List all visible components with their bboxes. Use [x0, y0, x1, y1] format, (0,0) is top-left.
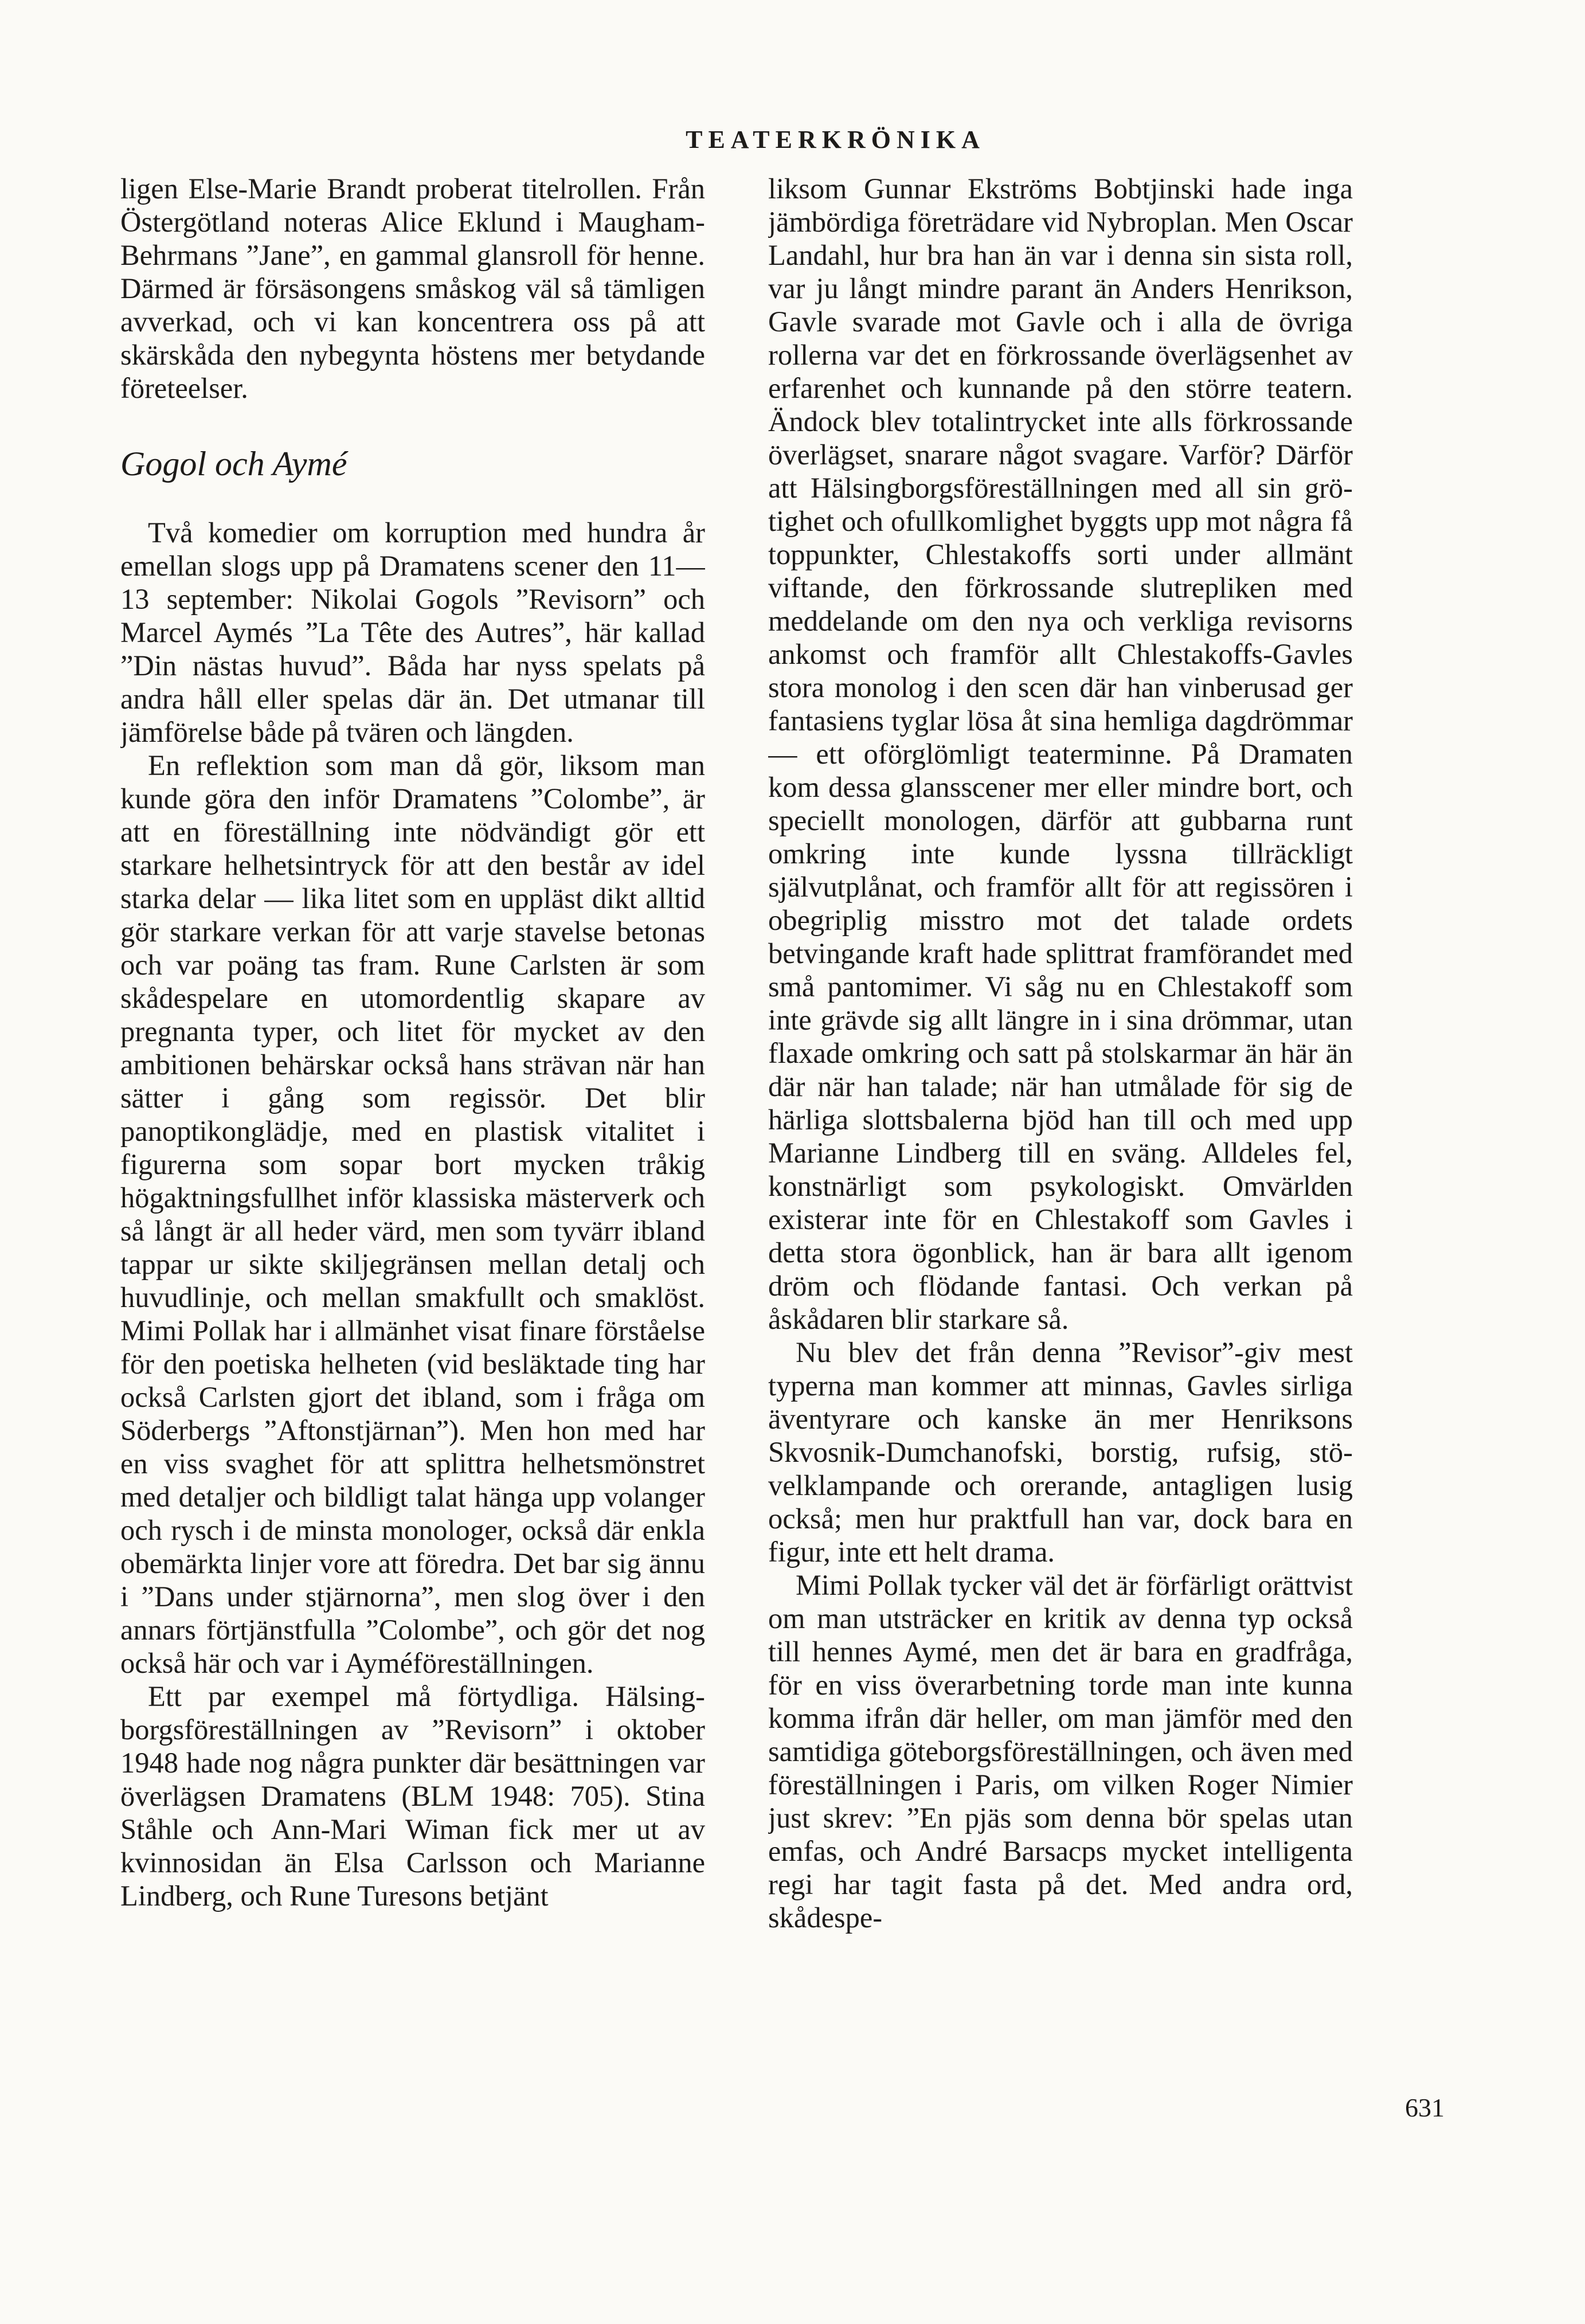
section-heading: Gogol och Aymé — [120, 445, 347, 483]
left-column — [120, 172, 705, 2064]
paragraph: Två komedier om korruption med hundra år emellan slogs upp på Dramatens scener den 11—13 september: Nikolai Gogols ”Revisorn” och Marcel Aymés ”La Tête des Autres”, här kallad ”Din nästas huvud”. Båda har nyss spelats på andra håll eller spelas där än. Det utmanar till jämförelse både på tvären och längden. — [120, 517, 705, 748]
paragraph: Ett par exempel må förtydliga. Hälsingborgsföreställningen av ”Revisorn” i oktober 1948 hade nog några punkter där besättningen var överlägsen Dramatens (BLM 1948: 705). Stina Ståhle och Ann-Mari Wiman fick mer ut av kvinnosidan än Elsa Carlsson och Marianne Lindberg, och Rune Turesons betjänt — [120, 1680, 705, 1912]
paragraph: En reflektion som man då gör, liksom man kunde göra den inför Dramatens ”Colombe”, är att en föreställning inte nödvändigt gör ett starkare helhetsintryck för att den består av idel starka delar — lika litet som en uppläst dikt alltid gör starkare verkan för att varje stavelse betonas och var poäng tas fram. Rune Carlsten är som skådespelare en utomordentlig skapare av pregnanta typer, och litet för mycket av den ambitionen behärskar också hans strävan när han sätter i gång som regissör. Det blir panoptikonglädje, med en plastisk vitalitet i figurerna som sopar bort mycken tråkig högaktningsfullhet inför klassiska mästerverk och så långt är all heder värd, men som tyvärr ibland tappar ur sikte skiljegränsen mellan detalj och huvudlinje, och mellan smakfullt och smaklöst. Mimi Pollak har i allmänhet visat finare förståelse för den poetiska helheten (vid besläktade ting har också Carlsten gjort det ibland, som i fråga om Söderbergs ”Aftonstjärnan”). Men hon med har en viss svaghet för att splittra helhetsmönstret med detaljer och bildligt talat hänga upp volanger och rysch i de minsta monologer, också där enkla obemärkta linjer vore att föredra. Det bar sig ännu i ”Dans under stjärnorna”, men slog över i den annars förtjänstfulla ”Colombe”, och gör det nog också här och var i Ayméföreställningen. — [120, 749, 705, 1679]
paragraph: Nu blev det från denna ”Revisor”-giv mest typerna man kommer att minnas, Gavles sirliga äventyrare och kanske än mer Henriksons Skvosnik-Dumchanofski, borstig, rufsig, stövelklampande och orerande, antagligen lusig också; men hur praktfull han var, dock bara en figur, inte ett helt drama. — [768, 1336, 1353, 1568]
running-head: TEATERKRÖNIKA — [686, 126, 985, 154]
paragraph: ligen Else-Marie Brandt proberat titelrollen. Från Östergötland noteras Alice Eklund i Maugham-Behrmans ”Jane”, en gammal glansroll för henne. Därmed är försäsongens småskog väl så tämligen avverkad, och vi kan koncentrera oss på att skärskåda den nybegynta höstens mer betydande företeelser. — [120, 173, 705, 404]
paragraph: liksom Gunnar Ekströms Bobtjinski hade inga jämbördiga företrädare vid Nybroplan. Men Oscar Landahl, hur bra han än var i denna sin sista roll, var ju långt mindre parant än Anders Henrikson, Gavle svarade mot Gavle och i alla de övriga rollerna var det en förkrossande överlägsenhet av erfarenhet och kunnande på den större teatern. Ändock blev totalintrycket inte alls förkrossande överlägset, snarare något svagare. Varför? Därför att Hälsingborgsföreställningen med all sin grötighet och ofullkomlighet byggts upp mot några få toppunkter, Chlestakoffs sorti under allmänt viftande, den förkrossande slutrepliken med meddelande om den nya och verkliga revisorns ankomst och framför allt Chlestakoffs-Gavles stora monolog i den scen där han vinberusad ger fantasiens tyglar lösa åt sina hemliga dagdrömmar — ett oförglömligt teaterminne. På Dramaten kom dessa glansscener mer eller mindre bort, och speciellt monologen, därför att gubbarna runt omkring inte kunde lyssna tillräckligt självutplånat, och framför allt för att regissören i obegriplig misstro mot det talade ordets betvingande kraft hade splittrat framförandet med små pantomimer. Vi såg nu en Chlestakoff som inte grävde sig allt längre in i sina drömmar, utan flaxade omkring och satt på stolskarmar än här än där när han talade; när han utmålade för sig de härliga slottsbalerna bjöd han till och med upp Marianne Lindberg till en sväng. Alldeles fel, konstnärligt som psykologiskt. Omvärlden existerar inte för en Chlestakoff som Gavles i detta stora ögonblick, han är bara allt igenom dröm och flödande fantasi. Och verkan på åskådaren blir starkare så. — [768, 173, 1353, 1335]
right-column — [768, 172, 1353, 2064]
page-number: 631 — [1405, 2093, 1445, 2122]
paragraph: Mimi Pollak tycker väl det är förfärligt orättvist om man utsträcker en kritik av denna typ också till hennes Aymé, men det är bara en gradfråga, för en viss överarbetning torde man inte kunna komma ifrån där heller, om man jämför med den samtidiga göteborgsföreställningen, och även med föreställningen i Paris, om vilken Roger Nimier just skrev: ”En pjäs som denna bör spelas utan emfas, och André Barsacps mycket intelligenta regi har tagit fasta på det. Med andra ord, skådespe- — [768, 1569, 1353, 1934]
